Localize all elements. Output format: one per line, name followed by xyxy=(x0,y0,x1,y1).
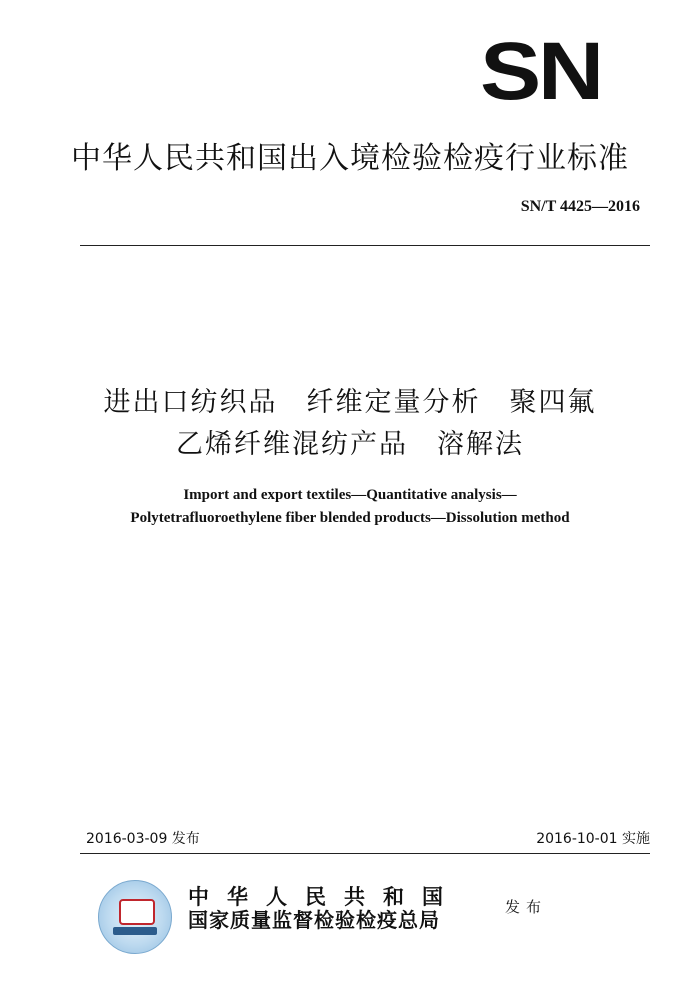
effective-date: 2016-10-01 实施 xyxy=(536,831,650,847)
sn-logo: SN xyxy=(480,26,601,117)
title-zh-line2: 乙烯纤维混纺产品 溶解法 xyxy=(176,429,524,460)
top-divider xyxy=(80,245,650,246)
publish-label: 发布 xyxy=(505,898,548,916)
title-en-line2: Polytetrafluoroethylene fiber blended products—Dissolution method xyxy=(130,510,570,526)
bottom-divider xyxy=(80,853,650,854)
issue-date: 2016-03-09 发布 xyxy=(86,831,200,847)
title-zh-line1: 进出口纺织品 纤维定量分析 聚四氟 xyxy=(103,387,597,418)
standard-category-title: 中华人民共和国出入境检验检疫行业标准 xyxy=(71,141,629,176)
seal-band xyxy=(113,927,157,935)
standard-code: SN/T 4425—2016 xyxy=(520,198,640,215)
title-en-line1: Import and export textiles—Quantitative analysis— xyxy=(183,487,517,503)
publisher-line2: 国家质量监督检验检疫总局 xyxy=(188,908,440,932)
seal-emblem xyxy=(119,899,155,925)
publisher-line1: 中华人民共和国 xyxy=(188,884,461,909)
publisher-seal-icon xyxy=(98,880,172,954)
